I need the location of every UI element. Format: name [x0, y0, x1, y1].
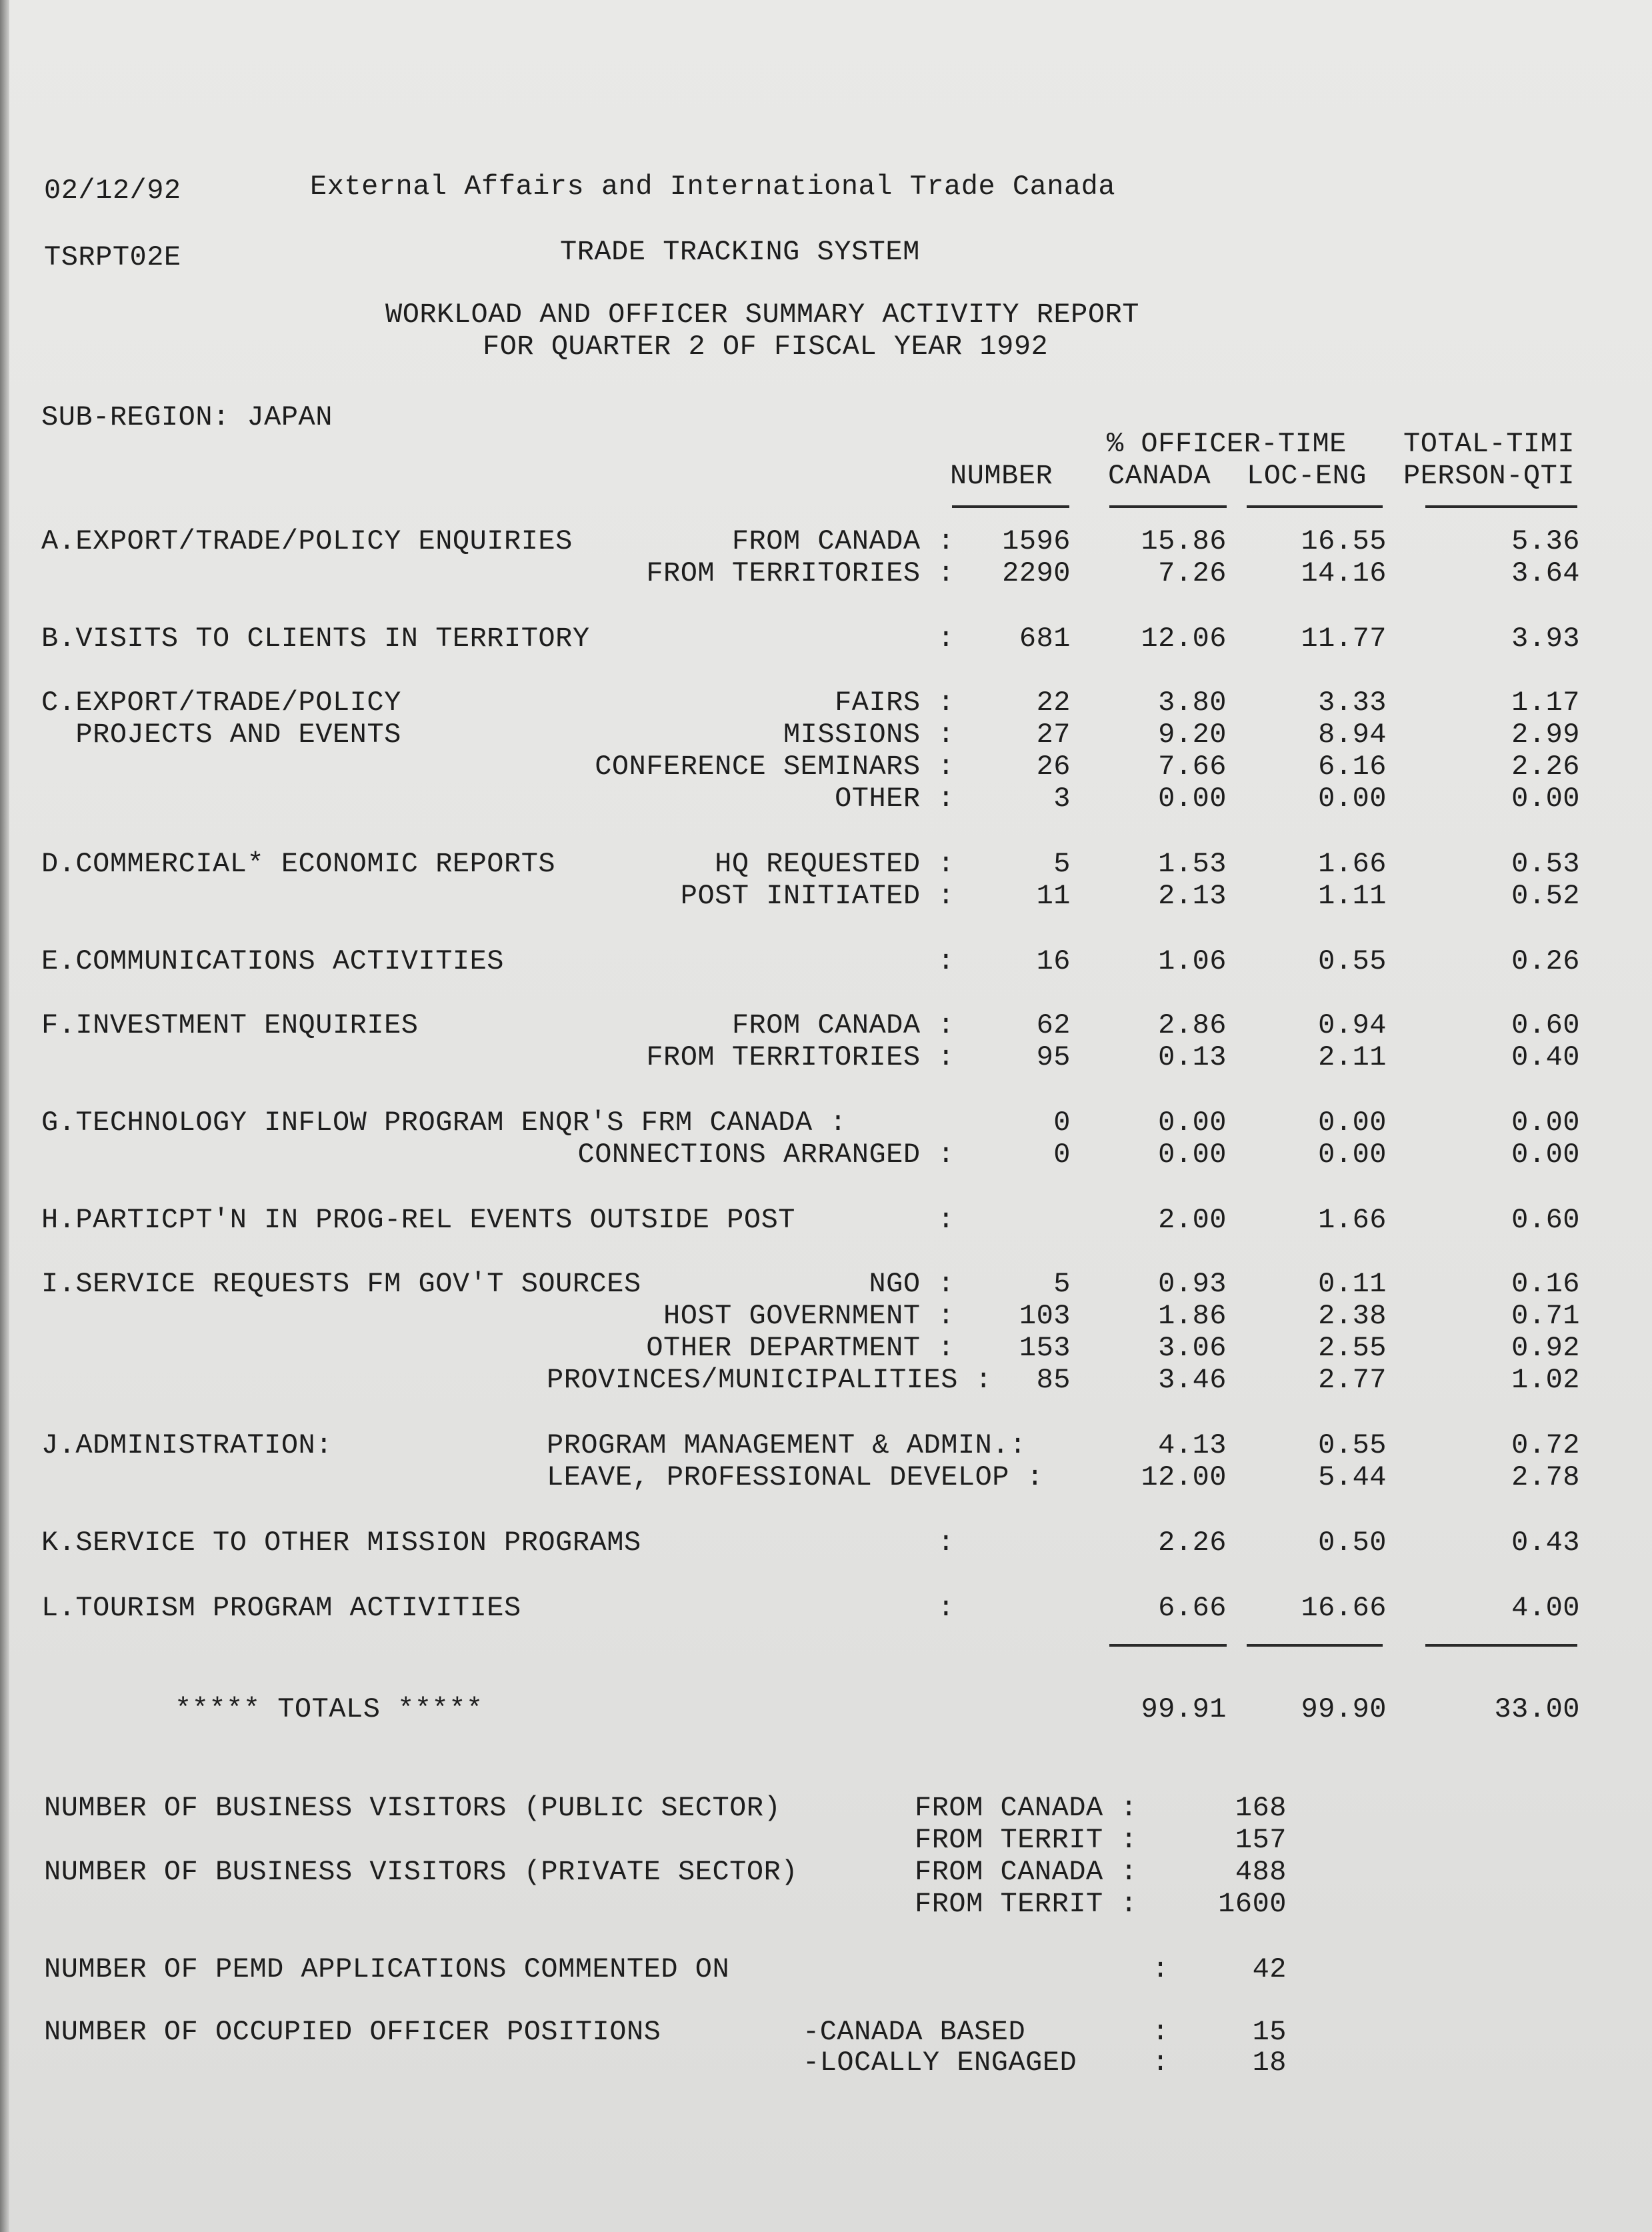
row-sublabel: : [937, 1527, 955, 1559]
row-sublabel: LEAVE, PROFESSIONAL DEVELOP : [547, 1461, 1044, 1493]
pemd-label: NUMBER OF PEMD APPLICATIONS COMMENTED ON [44, 1953, 730, 1985]
locally-engaged-label: -LOCALLY ENGAGED [803, 2047, 1077, 2079]
row-canada: 9.20 [1158, 719, 1227, 751]
row-number: 85 [1036, 1364, 1071, 1396]
row-label: B.VISITS TO CLIENTS IN TERRITORY [41, 623, 590, 655]
report-id: TSRPT02E [44, 241, 181, 273]
row-person-qtr: 3.93 [1511, 623, 1580, 655]
row-canada: 12.00 [1141, 1461, 1227, 1493]
row-person-qtr: 0.52 [1511, 880, 1580, 912]
canada-based-value: 15 [1252, 2016, 1287, 2048]
row-canada: 3.46 [1158, 1364, 1227, 1396]
row-canada: 0.00 [1158, 783, 1227, 815]
totals-rule [1109, 1644, 1227, 1647]
row-loc-eng: 0.11 [1318, 1268, 1387, 1300]
row-number: 5 [1053, 1268, 1071, 1300]
row-sublabel: FROM TERRITORIES : [646, 1041, 955, 1073]
row-label: I.SERVICE REQUESTS FM GOV'T SOURCES [41, 1268, 641, 1300]
row-sublabel: HQ REQUESTED : [715, 848, 955, 880]
row-sublabel: : [937, 623, 955, 655]
row-loc-eng: 0.55 [1318, 945, 1387, 977]
row-loc-eng: 0.00 [1318, 1139, 1387, 1171]
row-label: A.EXPORT/TRADE/POLICY ENQUIRIES [41, 525, 573, 557]
row-sublabel: CONNECTIONS ARRANGED : [577, 1139, 955, 1171]
header-rule [1109, 505, 1227, 508]
report-date: 02/12/92 [44, 175, 181, 207]
sub-region: SUB-REGION: JAPAN [41, 401, 333, 433]
totals-rule [1425, 1644, 1577, 1647]
row-sublabel: POST INITIATED : [680, 880, 955, 912]
row-loc-eng: 0.00 [1318, 783, 1387, 815]
row-loc-eng: 6.16 [1318, 751, 1387, 783]
row-sublabel: MISSIONS : [783, 719, 955, 751]
row-canada: 12.06 [1141, 623, 1227, 655]
row-sublabel: PROVINCES/MUNICIPALITIES : [547, 1364, 993, 1396]
row-loc-eng: 1.66 [1318, 848, 1387, 880]
totals-label: ***** TOTALS ***** [175, 1693, 483, 1725]
row-person-qtr: 0.60 [1511, 1009, 1580, 1041]
row-number: 62 [1036, 1009, 1071, 1041]
row-label: D.COMMERCIAL* ECONOMIC REPORTS [41, 848, 556, 880]
row-number: 2290 [1002, 557, 1071, 589]
row-loc-eng: 0.00 [1318, 1107, 1387, 1139]
row-canada: 3.80 [1158, 687, 1227, 719]
pct-officer-time-header: % OFFICER-TIME [1107, 428, 1347, 460]
row-person-qtr: 3.64 [1511, 557, 1580, 589]
row-person-qtr: 0.60 [1511, 1204, 1580, 1236]
report-period: FOR QUARTER 2 OF FISCAL YEAR 1992 [483, 331, 1049, 363]
row-person-qtr: 1.02 [1511, 1364, 1580, 1396]
row-number: 0 [1053, 1107, 1071, 1139]
row-person-qtr: 0.92 [1511, 1332, 1580, 1364]
row-sublabel: PROGRAM MANAGEMENT & ADMIN.: [547, 1429, 1027, 1461]
row-person-qtr: 0.43 [1511, 1527, 1580, 1559]
row-number: 27 [1036, 719, 1071, 751]
row-loc-eng: 0.55 [1318, 1429, 1387, 1461]
row-label: F.INVESTMENT ENQUIRIES [41, 1009, 419, 1041]
row-canada: 3.06 [1158, 1332, 1227, 1364]
row-label: E.COMMUNICATIONS ACTIVITIES [41, 945, 505, 977]
row-number: 11 [1036, 880, 1071, 912]
row-number: 681 [1019, 623, 1071, 655]
row-sublabel: NGO : [869, 1268, 955, 1300]
row-number: 16 [1036, 945, 1071, 977]
row-person-qtr: 0.72 [1511, 1429, 1580, 1461]
row-person-qtr: 4.00 [1511, 1592, 1580, 1624]
row-person-qtr: 0.00 [1511, 1139, 1580, 1171]
canada-based-label: -CANADA BASED [803, 2016, 1026, 2048]
totals-person-qtr: 33.00 [1494, 1693, 1580, 1725]
row-sublabel: OTHER : [835, 783, 955, 815]
row-person-qtr: 1.17 [1511, 687, 1580, 719]
row-number: 103 [1019, 1300, 1071, 1332]
row-person-qtr: 0.71 [1511, 1300, 1580, 1332]
row-canada: 0.00 [1158, 1107, 1227, 1139]
row-number: 1596 [1002, 525, 1071, 557]
row-loc-eng: 1.11 [1318, 880, 1387, 912]
row-person-qtr: 5.36 [1511, 525, 1580, 557]
header-rule [952, 505, 1069, 508]
pemd-colon: : [1152, 1953, 1169, 1985]
organization-name: External Affairs and International Trade Canada [310, 171, 1116, 203]
row-loc-eng: 11.77 [1301, 623, 1387, 655]
row-label: K.SERVICE TO OTHER MISSION PROGRAMS [41, 1527, 641, 1559]
report-title: WORKLOAD AND OFFICER SUMMARY ACTIVITY REPORT [385, 299, 1139, 331]
private-from-canada-value: 488 [1235, 1856, 1287, 1888]
person-qtr-header: PERSON-QTI [1403, 460, 1575, 492]
row-sublabel: : [937, 945, 955, 977]
row-canada: 1.86 [1158, 1300, 1227, 1332]
private-from-canada: FROM CANADA : [915, 1856, 1138, 1888]
row-loc-eng: 1.66 [1318, 1204, 1387, 1236]
row-canada: 1.53 [1158, 848, 1227, 880]
row-number: 0 [1053, 1139, 1071, 1171]
row-label: G.TECHNOLOGY INFLOW PROGRAM ENQR'S FRM CANADA : [41, 1107, 847, 1139]
row-number: 3 [1053, 783, 1071, 815]
row-person-qtr: 0.40 [1511, 1041, 1580, 1073]
row-loc-eng: 14.16 [1301, 557, 1387, 589]
public-from-canada-value: 168 [1235, 1792, 1287, 1824]
row-canada: 2.26 [1158, 1527, 1227, 1559]
row-canada: 0.13 [1158, 1041, 1227, 1073]
totals-loc-eng: 99.90 [1301, 1693, 1387, 1725]
row-loc-eng: 16.66 [1301, 1592, 1387, 1624]
total-time-header: TOTAL-TIMI [1403, 428, 1575, 460]
locally-engaged-colon: : [1152, 2047, 1169, 2079]
row-canada: 7.26 [1158, 557, 1227, 589]
private-from-territ-value: 1600 [1218, 1888, 1287, 1920]
header-rule [1247, 505, 1383, 508]
public-from-territ-value: 157 [1235, 1824, 1287, 1856]
row-sublabel: OTHER DEPARTMENT : [646, 1332, 955, 1364]
locally-engaged-value: 18 [1252, 2047, 1287, 2079]
system-name: TRADE TRACKING SYSTEM [560, 236, 920, 268]
pemd-value: 42 [1252, 1953, 1287, 1985]
row-loc-eng: 8.94 [1318, 719, 1387, 751]
row-sublabel: CONFERENCE SEMINARS : [595, 751, 955, 783]
row-sublabel: : [937, 1592, 955, 1624]
row-person-qtr: 0.16 [1511, 1268, 1580, 1300]
scan-edge [0, 0, 9, 2232]
row-sublabel: : [937, 1204, 955, 1236]
row-label: L.TOURISM PROGRAM ACTIVITIES [41, 1592, 521, 1624]
row-canada: 4.13 [1158, 1429, 1227, 1461]
row-canada: 1.06 [1158, 945, 1227, 977]
number-header: NUMBER [950, 460, 1053, 492]
row-person-qtr: 0.00 [1511, 783, 1580, 815]
row-person-qtr: 0.00 [1511, 1107, 1580, 1139]
row-person-qtr: 0.53 [1511, 848, 1580, 880]
row-label: H.PARTICPT'N IN PROG-REL EVENTS OUTSIDE POST [41, 1204, 795, 1236]
row-canada: 6.66 [1158, 1592, 1227, 1624]
row-person-qtr: 2.26 [1511, 751, 1580, 783]
row-person-qtr: 2.99 [1511, 719, 1580, 751]
row-label: C.EXPORT/TRADE/POLICY [41, 687, 401, 719]
row-canada: 2.00 [1158, 1204, 1227, 1236]
row-canada: 2.13 [1158, 880, 1227, 912]
row-sublabel: FROM TERRITORIES : [646, 557, 955, 589]
positions-label: NUMBER OF OCCUPIED OFFICER POSITIONS [44, 2016, 661, 2048]
row-person-qtr: 0.26 [1511, 945, 1580, 977]
row-number: 22 [1036, 687, 1071, 719]
row-label: PROJECTS AND EVENTS [41, 719, 401, 751]
public-visitors-label: NUMBER OF BUSINESS VISITORS (PUBLIC SECTOR) [44, 1792, 781, 1824]
row-canada: 0.93 [1158, 1268, 1227, 1300]
row-canada: 2.86 [1158, 1009, 1227, 1041]
row-loc-eng: 2.38 [1318, 1300, 1387, 1332]
row-loc-eng: 2.55 [1318, 1332, 1387, 1364]
row-number: 26 [1036, 751, 1071, 783]
row-number: 153 [1019, 1332, 1071, 1364]
private-visitors-label: NUMBER OF BUSINESS VISITORS (PRIVATE SECTOR) [44, 1856, 798, 1888]
public-from-territ: FROM TERRIT : [915, 1824, 1138, 1856]
row-canada: 0.00 [1158, 1139, 1227, 1171]
row-loc-eng: 2.77 [1318, 1364, 1387, 1396]
totals-canada: 99.91 [1141, 1693, 1227, 1725]
header-rule [1425, 505, 1577, 508]
canada-header: CANADA [1108, 460, 1211, 492]
totals-rule [1247, 1644, 1383, 1647]
row-loc-eng: 16.55 [1301, 525, 1387, 557]
row-sublabel: HOST GOVERNMENT : [663, 1300, 955, 1332]
canada-based-colon: : [1152, 2016, 1169, 2048]
public-from-canada: FROM CANADA : [915, 1792, 1138, 1824]
row-loc-eng: 0.94 [1318, 1009, 1387, 1041]
row-number: 95 [1036, 1041, 1071, 1073]
private-from-territ: FROM TERRIT : [915, 1888, 1138, 1920]
loc-eng-header: LOC-ENG [1247, 460, 1367, 492]
row-person-qtr: 2.78 [1511, 1461, 1580, 1493]
row-canada: 15.86 [1141, 525, 1227, 557]
row-sublabel: FROM CANADA : [731, 1009, 955, 1041]
row-number: 5 [1053, 848, 1071, 880]
row-loc-eng: 2.11 [1318, 1041, 1387, 1073]
row-loc-eng: 3.33 [1318, 687, 1387, 719]
row-sublabel: FROM CANADA : [731, 525, 955, 557]
row-sublabel: FAIRS : [835, 687, 955, 719]
row-loc-eng: 0.50 [1318, 1527, 1387, 1559]
row-label: J.ADMINISTRATION: [41, 1429, 333, 1461]
row-canada: 7.66 [1158, 751, 1227, 783]
row-loc-eng: 5.44 [1318, 1461, 1387, 1493]
